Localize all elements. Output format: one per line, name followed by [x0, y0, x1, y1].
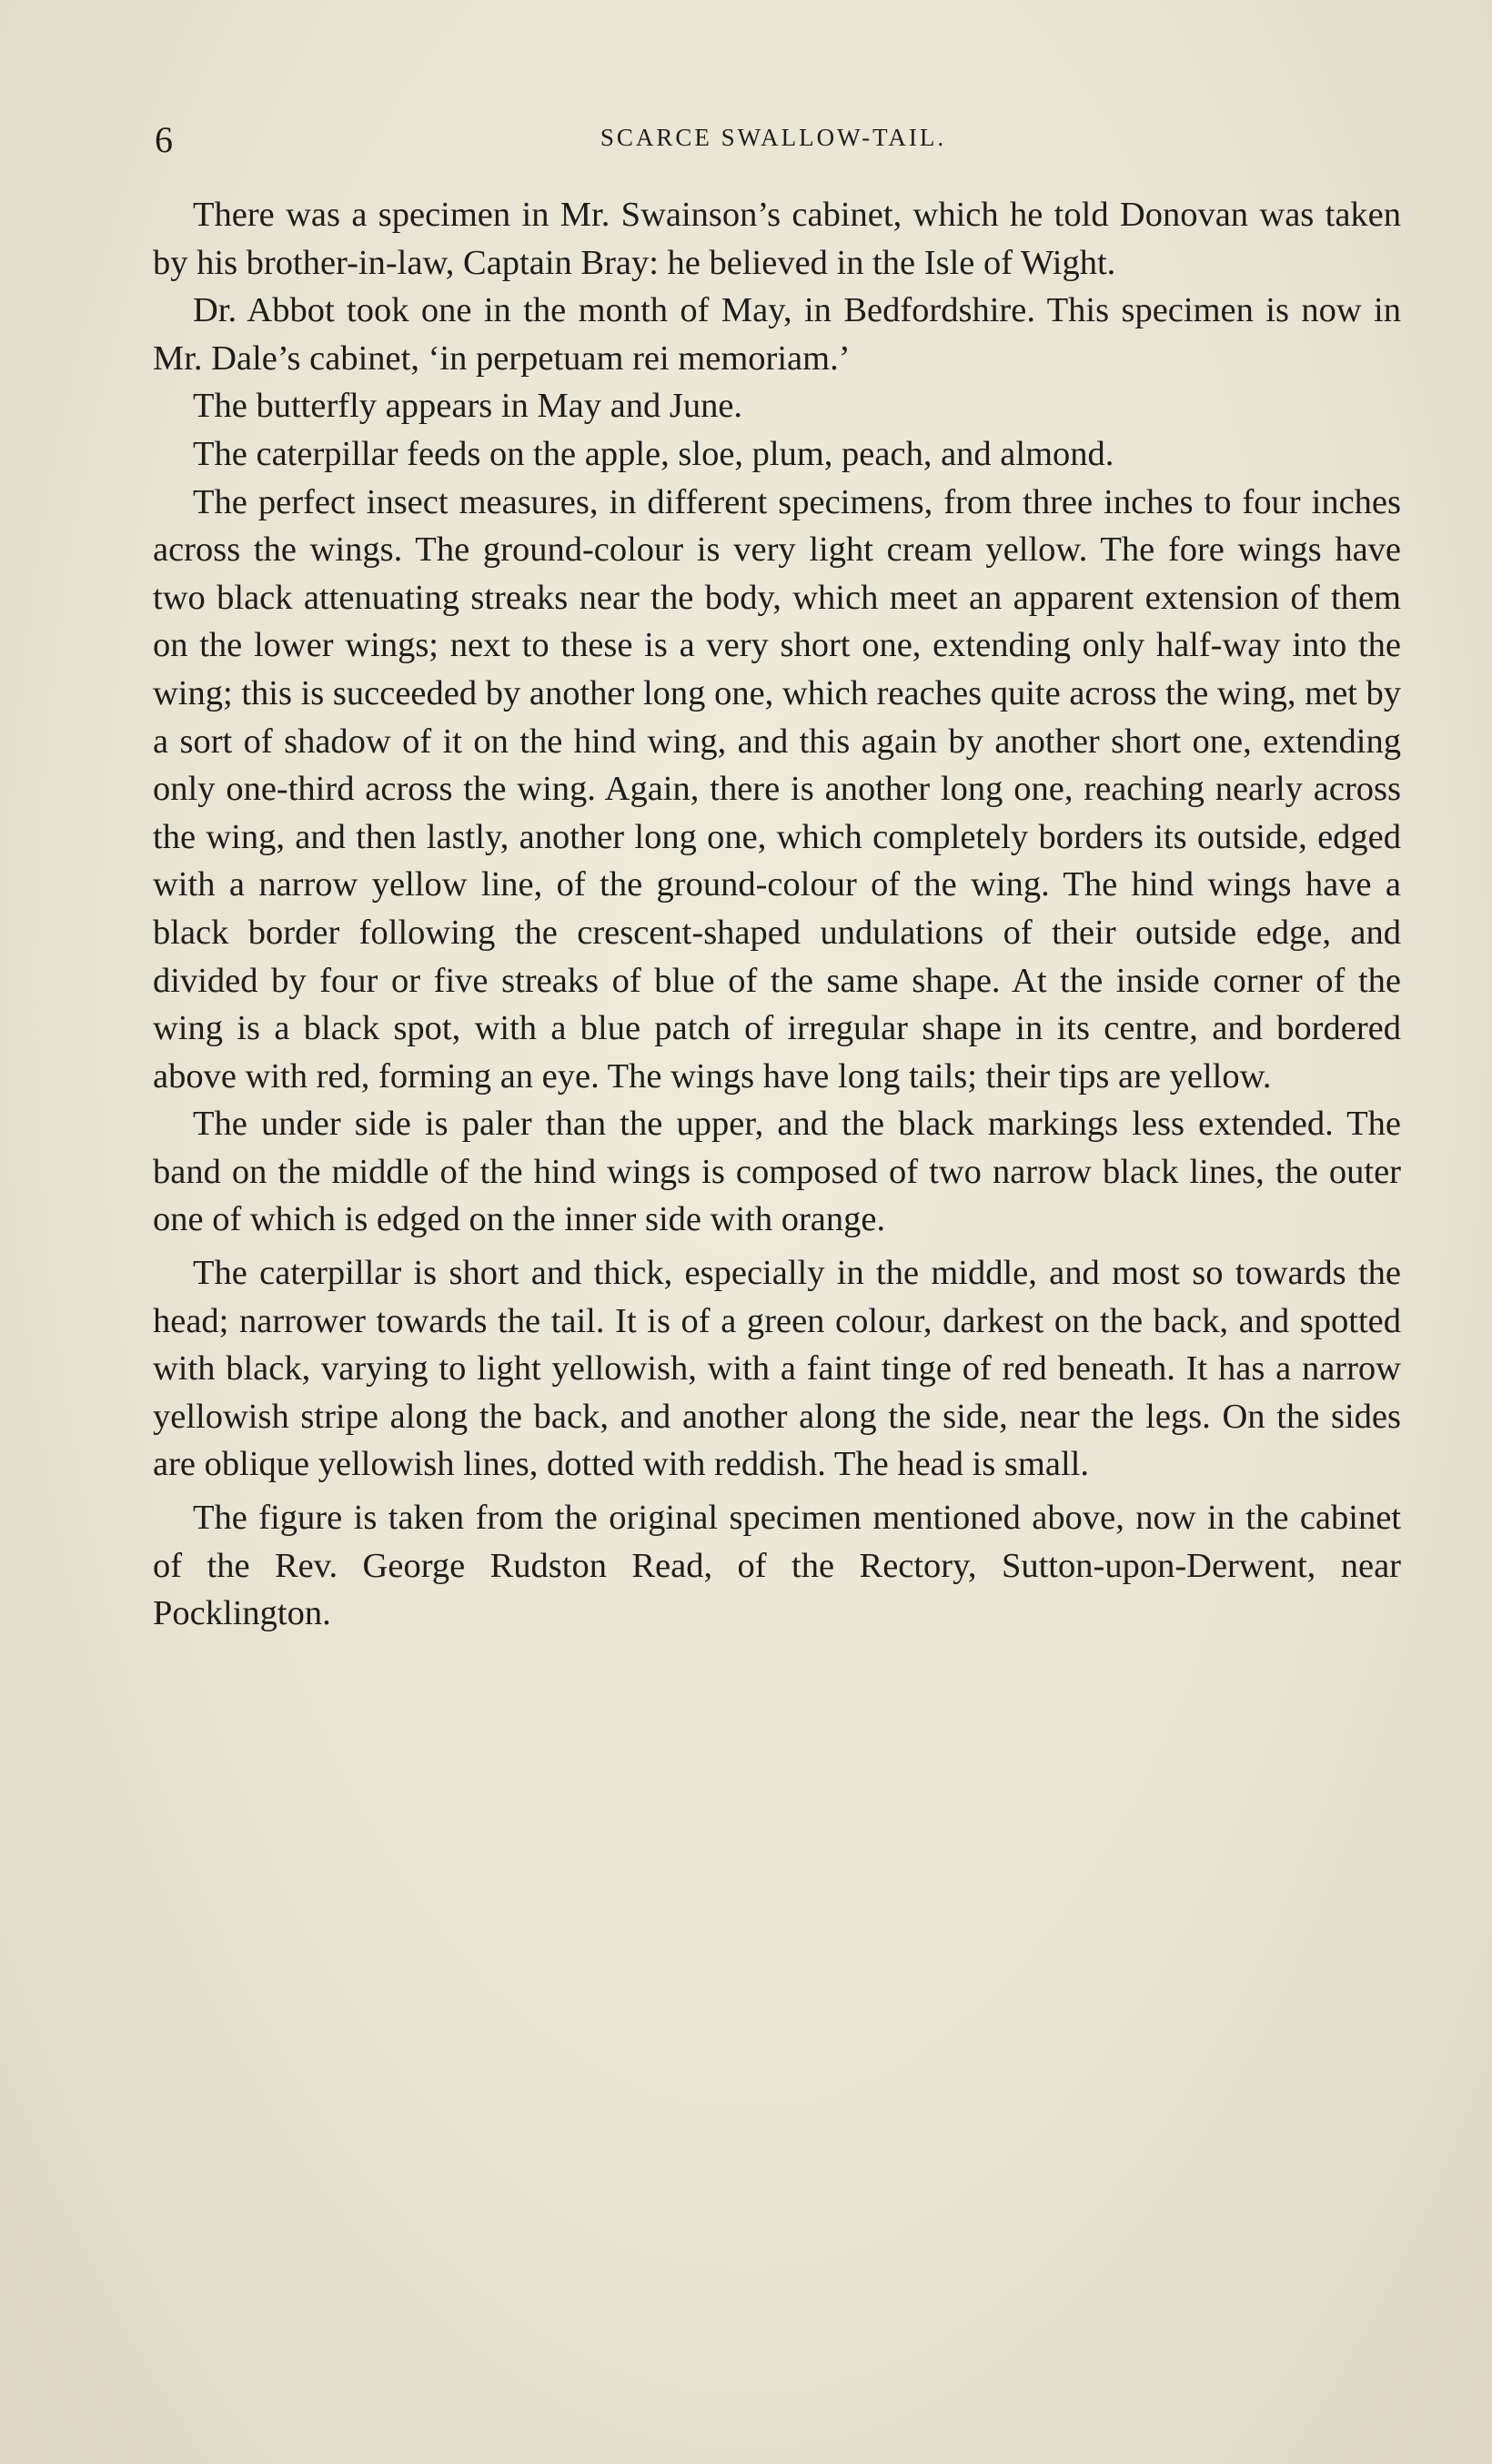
running-title: SCARCE SWALLOW-TAIL.: [600, 124, 947, 151]
running-head: [155, 116, 1392, 171]
paragraph-imago-description: The perfect insect measures, in different specimens, from three inches to four inches across the wings. The ground-colour is very light cream yellow. The fore wings have two black attenuating streaks near the body, which meet an apparent extension of them on the lower wings; next to these is a very short one, extending only half-way into the wing; this is succeeded by another long one, which reaches quite across the wing, met by a sort of shadow of it on the hind wing, and this again by another short one, extending only one-third across the wing. Again, there is another long one, reaching nearly across the wing, and then lastly, another long one, which completely borders its outside, edged with a narrow yellow line, of the ground-colour of the wing. The hind wings have a black border following the crescent-shaped undulations of their outside edge, and divided by four or five streaks of blue of the same shape. At the inside corner of the wing is a black spot, with a blue patch of irregular shape in its centre, and bordered above with red, forming an eye. The wings have long tails; their tips are yellow.: [153, 482, 1401, 1096]
paragraph-abbot-specimen: Dr. Abbot took one in the month of May, in Bedfordshire. This specimen is now in Mr. Dale’s cabinet, ‘in perpetuam rei memoriam.’: [153, 291, 1401, 378]
paragraph-flight-season: The butterfly appears in May and June.: [193, 387, 743, 426]
paragraph-under-side: The under side is paler than the upper, and the black markings less extended. The band on the middle of the hind wings is composed of two narrow black lines, the outer one of which is edged on the inner side with orange.: [153, 1105, 1401, 1239]
paragraph-caterpillar-description: The caterpillar is short and thick, especially in the middle, and most so towards the head; narrower towards the tail. It is of a green colour, darkest on the back, and spotted with black, varying to light yellowish, with a faint tinge of red beneath. It has a narrow yellowish stripe along the back, and another along the side, near the legs. On the sides are oblique yellowish lines, dotted with reddish. The head is small.: [153, 1254, 1401, 1484]
paragraph-swainson-specimen: There was a specimen in Mr. Swainson’s cabinet, which he told Donovan was taken by his brother-in-law, Captain Bray: he believed in the Isle of Wight.: [153, 196, 1401, 282]
paragraph-figure-source: The figure is taken from the original specimen mentioned above, now in the cabinet of the Rev. George Rudston Read, of the Rectory, Sutton-upon-Derwent, near Pocklington.: [153, 1499, 1401, 1633]
page-number: 6: [155, 119, 173, 160]
paragraph-foodplants: The caterpillar feeds on the apple, sloe, plum, peach, and almond.: [193, 434, 1114, 473]
body-text: [153, 191, 1401, 1638]
